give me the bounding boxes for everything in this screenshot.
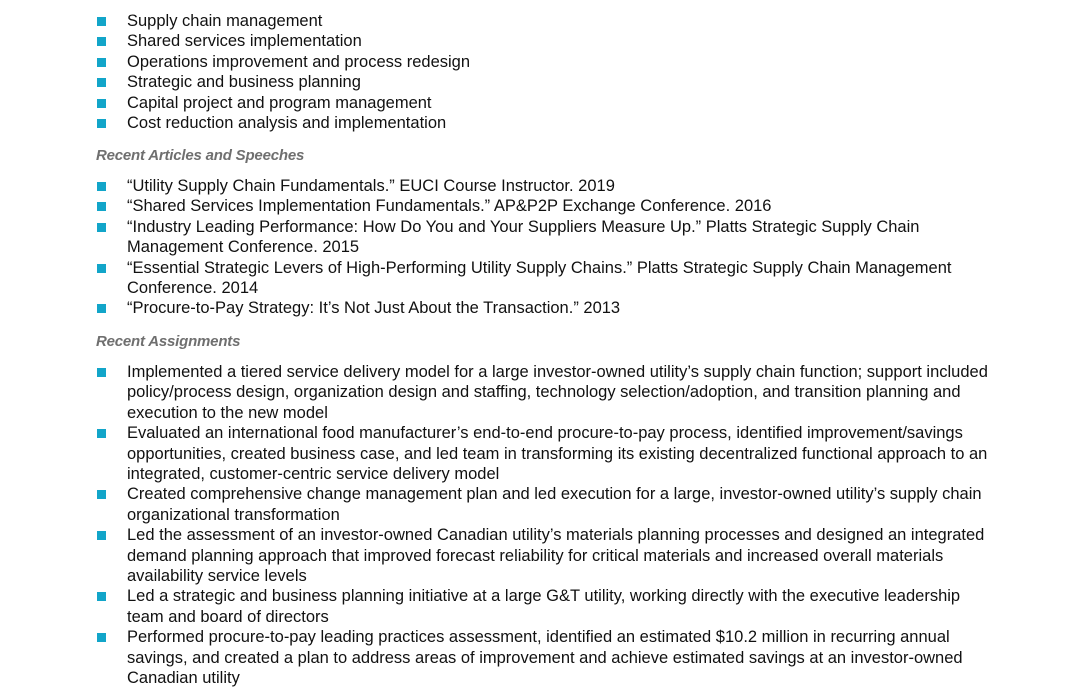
assignments-list [0,362,1080,689]
square-bullet-icon [97,223,106,232]
expertise-list [0,11,1080,133]
list-item [0,72,1080,92]
list-item [0,31,1080,51]
square-bullet-icon [97,429,106,438]
list-item [0,586,1080,627]
square-bullet-icon [97,17,106,26]
square-bullet-icon [97,37,106,46]
list-item [0,196,1080,216]
list-item-text: Shared services implementation [127,32,362,51]
square-bullet-icon [97,264,106,273]
list-item [0,627,1080,688]
list-item-text: Implemented a tiered service delivery model for a large investor-owned utility’s supply chain function; support included policy/process design, organization design and staffing, technology selection/adoption, and transition planning and execution to the new model [127,363,988,422]
list-item-text: “Essential Strategic Levers of High-Performing Utility Supply Chains.” Platts Strategic Supply Chain Management Conference. 2014 [127,258,952,298]
list-item [0,423,1080,484]
articles-section [0,176,1080,319]
list-item-text: “Procure-to-Pay Strategy: It’s Not Just About the Transaction.” 2013 [127,299,621,318]
list-item [0,525,1080,586]
square-bullet-icon [97,119,106,128]
list-item [0,176,1080,196]
list-item-text: Operations improvement and process redesign [127,52,471,71]
square-bullet-icon [97,182,106,191]
assignments-heading: Recent Assignments [96,333,241,350]
list-item-text: “Shared Services Implementation Fundamentals.” AP&P2P Exchange Conference. 2016 [127,197,772,216]
list-item-text: Performed procure-to-pay leading practices assessment, identified an estimated $10.2 million in recurring annual savings, and created a plan to address areas of improvement and achieve estimated savings at an investor-owned Canadian utility [127,628,963,688]
square-bullet-icon [97,58,106,67]
list-item [0,113,1080,133]
square-bullet-icon [97,99,106,108]
list-item [0,484,1080,525]
square-bullet-icon [97,202,106,211]
square-bullet-icon [97,490,106,499]
assignments-section [0,362,1080,689]
square-bullet-icon [97,531,106,540]
list-item-text: “Utility Supply Chain Fundamentals.” EUCI Course Instructor. 2019 [127,177,615,195]
list-item [0,93,1080,113]
list-item-text: Capital project and program management [127,93,432,112]
expertise-section [0,11,1080,133]
square-bullet-icon [97,368,106,377]
list-item-text: Supply chain management [127,12,323,30]
list-item-text: Cost reduction analysis and implementation [127,114,447,133]
list-item-text: Created comprehensive change management plan and led execution for a large, investor-owned utility’s supply chain organizational transformation [127,485,982,524]
list-item [0,11,1080,31]
articles-heading: Recent Articles and Speeches [96,147,305,164]
square-bullet-icon [97,633,106,642]
list-item-text: Led the assessment of an investor-owned Canadian utility’s materials planning processes and designed an integrated demand planning approach that improved forecast reliability for critical materials and increased overall materials availability service levels [127,526,985,586]
list-item [0,52,1080,72]
list-item [0,298,1080,318]
square-bullet-icon [97,592,106,601]
list-item-text: Strategic and business planning [127,73,361,92]
list-item-text: “Industry Leading Performance: How Do You and Your Suppliers Measure Up.” Platts Strategic Supply Chain Management Conference. 2015 [127,217,920,257]
list-item-text: Evaluated an international food manufacturer’s end-to-end procure-to-pay process, identified improvement/savings opportunities, created business case, and led team in transforming its existing decentralized functional approach to an integrated, customer-centric service delivery model [127,424,988,484]
list-item [0,258,1080,299]
articles-list [0,176,1080,319]
list-item [0,362,1080,423]
list-item-text: Led a strategic and business planning initiative at a large G&T utility, working directly with the executive leadership team and board of directors [127,587,961,626]
square-bullet-icon [97,78,106,87]
square-bullet-icon [97,304,106,313]
list-item [0,217,1080,258]
